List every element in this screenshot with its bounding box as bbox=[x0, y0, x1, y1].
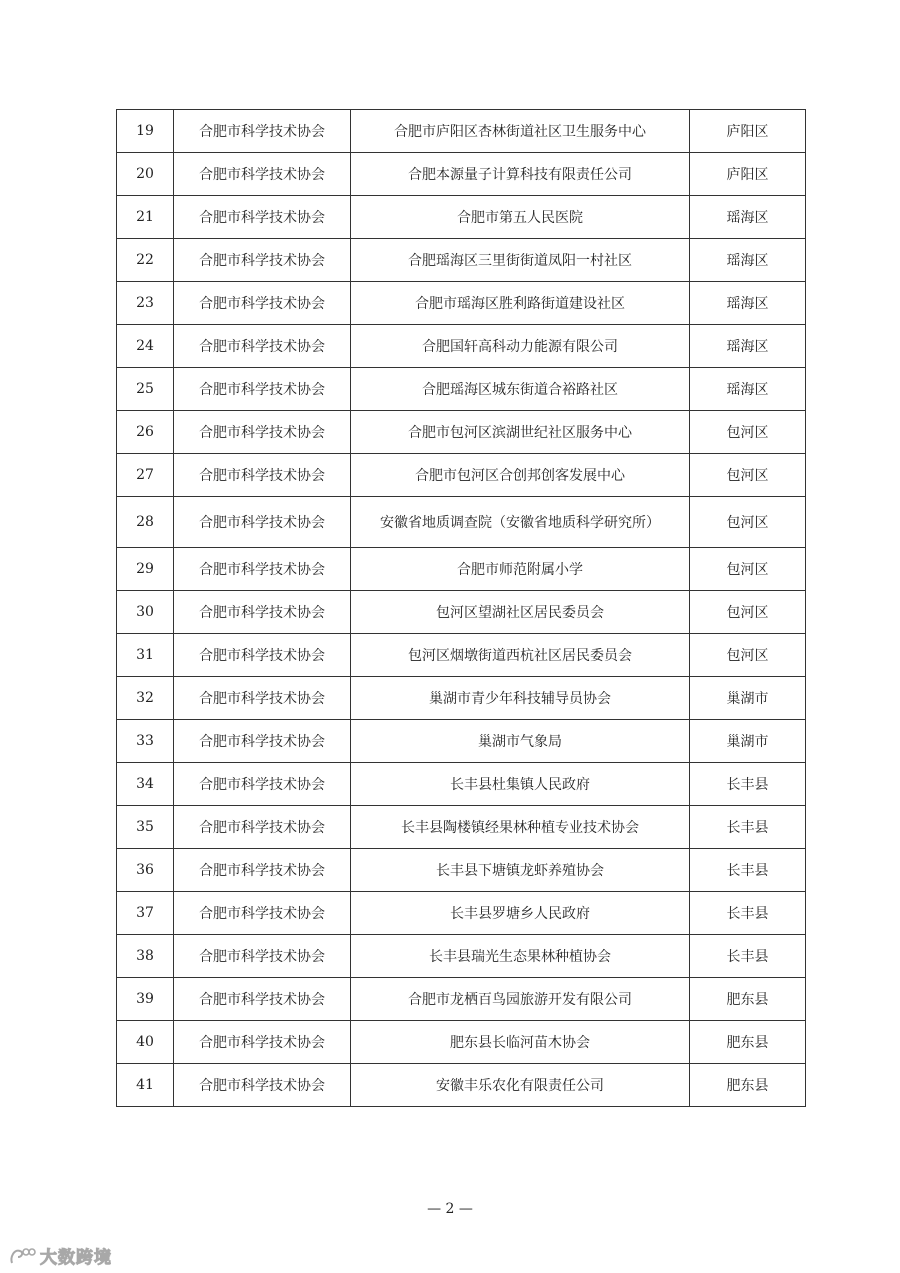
row-district: 瑶海区 bbox=[690, 239, 806, 282]
watermark-logo-icon bbox=[8, 1245, 36, 1267]
row-organization: 合肥市科学技术协会 bbox=[174, 282, 351, 325]
row-district: 瑶海区 bbox=[690, 282, 806, 325]
row-unit-name: 合肥瑶海区三里街街道凤阳一村社区 bbox=[351, 239, 690, 282]
row-district: 庐阳区 bbox=[690, 153, 806, 196]
row-district: 长丰县 bbox=[690, 806, 806, 849]
row-organization: 合肥市科学技术协会 bbox=[174, 978, 351, 1021]
row-unit-name: 长丰县陶楼镇经果林种植专业技术协会 bbox=[351, 806, 690, 849]
row-organization: 合肥市科学技术协会 bbox=[174, 196, 351, 239]
row-unit-name: 合肥市瑶海区胜利路街道建设社区 bbox=[351, 282, 690, 325]
row-number: 37 bbox=[117, 892, 174, 935]
table-row bbox=[117, 634, 806, 677]
table-row bbox=[117, 1021, 806, 1064]
row-unit-name: 肥东县长临河苗木协会 bbox=[351, 1021, 690, 1064]
table-row bbox=[117, 454, 806, 497]
row-unit-name: 合肥国轩高科动力能源有限公司 bbox=[351, 325, 690, 368]
row-district: 肥东县 bbox=[690, 1021, 806, 1064]
row-district: 巢湖市 bbox=[690, 720, 806, 763]
row-number: 39 bbox=[117, 978, 174, 1021]
table-row bbox=[117, 978, 806, 1021]
row-number: 29 bbox=[117, 548, 174, 591]
table-row bbox=[117, 806, 806, 849]
row-organization: 合肥市科学技术协会 bbox=[174, 892, 351, 935]
table-row bbox=[117, 325, 806, 368]
row-organization: 合肥市科学技术协会 bbox=[174, 454, 351, 497]
row-unit-name: 长丰县罗塘乡人民政府 bbox=[351, 892, 690, 935]
row-district: 长丰县 bbox=[690, 935, 806, 978]
row-number: 38 bbox=[117, 935, 174, 978]
row-unit-name: 安徽丰乐农化有限责任公司 bbox=[351, 1064, 690, 1107]
row-district: 巢湖市 bbox=[690, 677, 806, 720]
row-organization: 合肥市科学技术协会 bbox=[174, 763, 351, 806]
row-district: 长丰县 bbox=[690, 849, 806, 892]
row-unit-name: 合肥市庐阳区杏林街道社区卫生服务中心 bbox=[351, 110, 690, 153]
row-district: 包河区 bbox=[690, 454, 806, 497]
table-row bbox=[117, 935, 806, 978]
row-district: 瑶海区 bbox=[690, 196, 806, 239]
row-district: 包河区 bbox=[690, 411, 806, 454]
row-unit-name: 巢湖市青少年科技辅导员协会 bbox=[351, 677, 690, 720]
row-organization: 合肥市科学技术协会 bbox=[174, 849, 351, 892]
row-number: 25 bbox=[117, 368, 174, 411]
table-row bbox=[117, 282, 806, 325]
row-number: 22 bbox=[117, 239, 174, 282]
row-organization: 合肥市科学技术协会 bbox=[174, 677, 351, 720]
row-unit-name: 合肥市包河区滨湖世纪社区服务中心 bbox=[351, 411, 690, 454]
watermark-text: 大数跨境 bbox=[40, 1248, 112, 1268]
row-unit-name: 巢湖市气象局 bbox=[351, 720, 690, 763]
row-unit-name: 合肥市龙栖百鸟园旅游开发有限公司 bbox=[351, 978, 690, 1021]
row-district: 瑶海区 bbox=[690, 325, 806, 368]
row-unit-name: 长丰县杜集镇人民政府 bbox=[351, 763, 690, 806]
row-district: 长丰县 bbox=[690, 892, 806, 935]
table-row bbox=[117, 763, 806, 806]
row-number: 19 bbox=[117, 110, 174, 153]
table-row bbox=[117, 497, 806, 548]
row-organization: 合肥市科学技术协会 bbox=[174, 153, 351, 196]
table-row bbox=[117, 677, 806, 720]
row-district: 瑶海区 bbox=[690, 368, 806, 411]
table-row bbox=[117, 1064, 806, 1107]
unit-list-table bbox=[116, 109, 806, 1107]
row-number: 20 bbox=[117, 153, 174, 196]
row-district: 包河区 bbox=[690, 548, 806, 591]
row-number: 31 bbox=[117, 634, 174, 677]
row-number: 40 bbox=[117, 1021, 174, 1064]
page-number: — 2 — bbox=[427, 1201, 473, 1217]
row-number: 28 bbox=[117, 497, 174, 548]
table-row bbox=[117, 368, 806, 411]
row-district: 肥东县 bbox=[690, 1064, 806, 1107]
row-organization: 合肥市科学技术协会 bbox=[174, 548, 351, 591]
row-number: 34 bbox=[117, 763, 174, 806]
row-number: 35 bbox=[117, 806, 174, 849]
row-unit-name: 包河区望湖社区居民委员会 bbox=[351, 591, 690, 634]
table-body bbox=[117, 110, 806, 1107]
row-district: 庐阳区 bbox=[690, 110, 806, 153]
row-unit-name: 合肥市师范附属小学 bbox=[351, 548, 690, 591]
table-row bbox=[117, 849, 806, 892]
table-row bbox=[117, 591, 806, 634]
row-organization: 合肥市科学技术协会 bbox=[174, 591, 351, 634]
row-organization: 合肥市科学技术协会 bbox=[174, 720, 351, 763]
row-district: 长丰县 bbox=[690, 763, 806, 806]
table-row bbox=[117, 720, 806, 763]
table-row bbox=[117, 153, 806, 196]
row-unit-name: 合肥市包河区合创邦创客发展中心 bbox=[351, 454, 690, 497]
row-unit-name: 包河区烟墩街道西杭社区居民委员会 bbox=[351, 634, 690, 677]
row-organization: 合肥市科学技术协会 bbox=[174, 935, 351, 978]
row-unit-name: 合肥本源量子计算科技有限责任公司 bbox=[351, 153, 690, 196]
row-number: 27 bbox=[117, 454, 174, 497]
row-organization: 合肥市科学技术协会 bbox=[174, 239, 351, 282]
row-number: 23 bbox=[117, 282, 174, 325]
row-district: 包河区 bbox=[690, 634, 806, 677]
row-unit-name: 长丰县下塘镇龙虾养殖协会 bbox=[351, 849, 690, 892]
row-district: 包河区 bbox=[690, 497, 806, 548]
row-number: 41 bbox=[117, 1064, 174, 1107]
table-row bbox=[117, 892, 806, 935]
row-number: 26 bbox=[117, 411, 174, 454]
row-organization: 合肥市科学技术协会 bbox=[174, 1064, 351, 1107]
table-row bbox=[117, 548, 806, 591]
row-district: 包河区 bbox=[690, 591, 806, 634]
row-number: 33 bbox=[117, 720, 174, 763]
row-organization: 合肥市科学技术协会 bbox=[174, 411, 351, 454]
row-organization: 合肥市科学技术协会 bbox=[174, 110, 351, 153]
row-organization: 合肥市科学技术协会 bbox=[174, 634, 351, 677]
watermark bbox=[8, 1243, 112, 1268]
row-unit-name: 合肥市第五人民医院 bbox=[351, 196, 690, 239]
row-district: 肥东县 bbox=[690, 978, 806, 1021]
row-unit-name: 安徽省地质调查院（安徽省地质科学研究所） bbox=[351, 497, 690, 548]
row-number: 32 bbox=[117, 677, 174, 720]
row-organization: 合肥市科学技术协会 bbox=[174, 368, 351, 411]
table-row bbox=[117, 196, 806, 239]
row-unit-name: 长丰县瑞光生态果林种植协会 bbox=[351, 935, 690, 978]
row-unit-name: 合肥瑶海区城东街道合裕路社区 bbox=[351, 368, 690, 411]
table-row bbox=[117, 239, 806, 282]
table-row bbox=[117, 110, 806, 153]
row-number: 30 bbox=[117, 591, 174, 634]
row-number: 36 bbox=[117, 849, 174, 892]
row-organization: 合肥市科学技术协会 bbox=[174, 1021, 351, 1064]
row-organization: 合肥市科学技术协会 bbox=[174, 497, 351, 548]
row-organization: 合肥市科学技术协会 bbox=[174, 806, 351, 849]
row-organization: 合肥市科学技术协会 bbox=[174, 325, 351, 368]
table-row bbox=[117, 411, 806, 454]
row-number: 21 bbox=[117, 196, 174, 239]
row-number: 24 bbox=[117, 325, 174, 368]
